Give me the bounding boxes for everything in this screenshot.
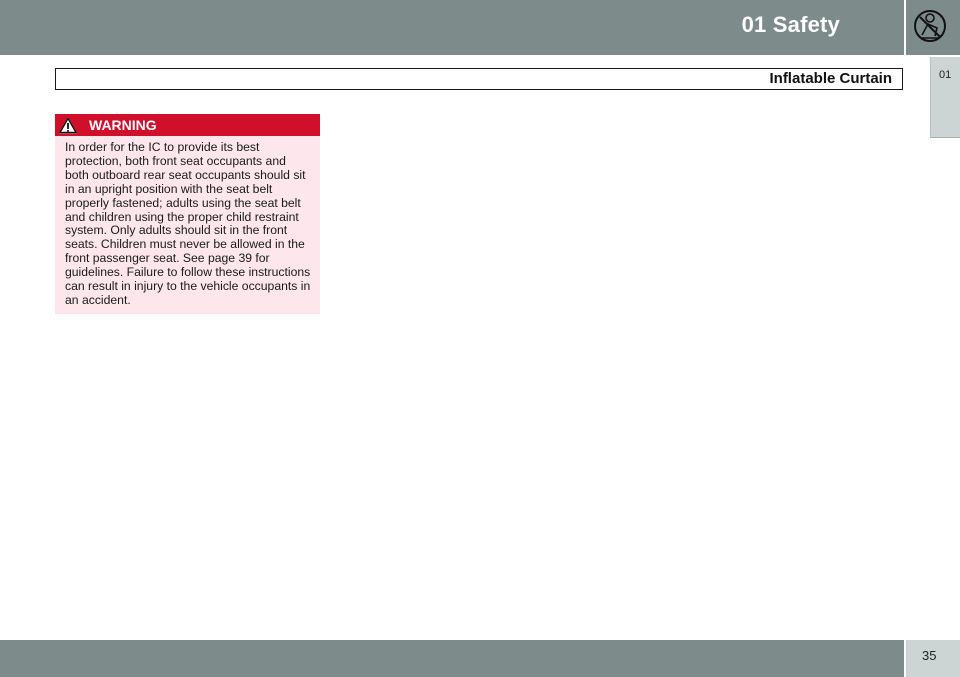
chapter-tab-label: 01: [939, 69, 952, 81]
chapter-tab: [930, 57, 960, 138]
warning-box: [55, 114, 320, 314]
page-number: 35: [922, 648, 937, 663]
warning-header: [55, 114, 320, 136]
warning-title: WARNING: [89, 117, 157, 133]
chapter-title: 01 Safety: [741, 12, 840, 37]
section-header: [55, 68, 903, 90]
header-bar: [0, 0, 904, 55]
warning-text: In order for the IC to provide its best protection, both front seat occupants and both outboard rear seat occupants should sit in an upright position with the seat belt properly fastened; adults using the seat belt and children using the proper child restraint system. Only adults should sit in the front seats. Children must never be allowed in the front passenger seat. See page 39 for guidelines. Failure to follow these instructions can result in injury to the vehicle occupants in an accident.: [65, 140, 311, 307]
chapter-icon-box: [906, 0, 960, 55]
warning-triangle-icon: [56, 114, 80, 136]
footer-bar: [0, 640, 904, 677]
section-title: Inflatable Curtain: [769, 70, 892, 87]
seatbelt-person-icon: [906, 0, 960, 55]
